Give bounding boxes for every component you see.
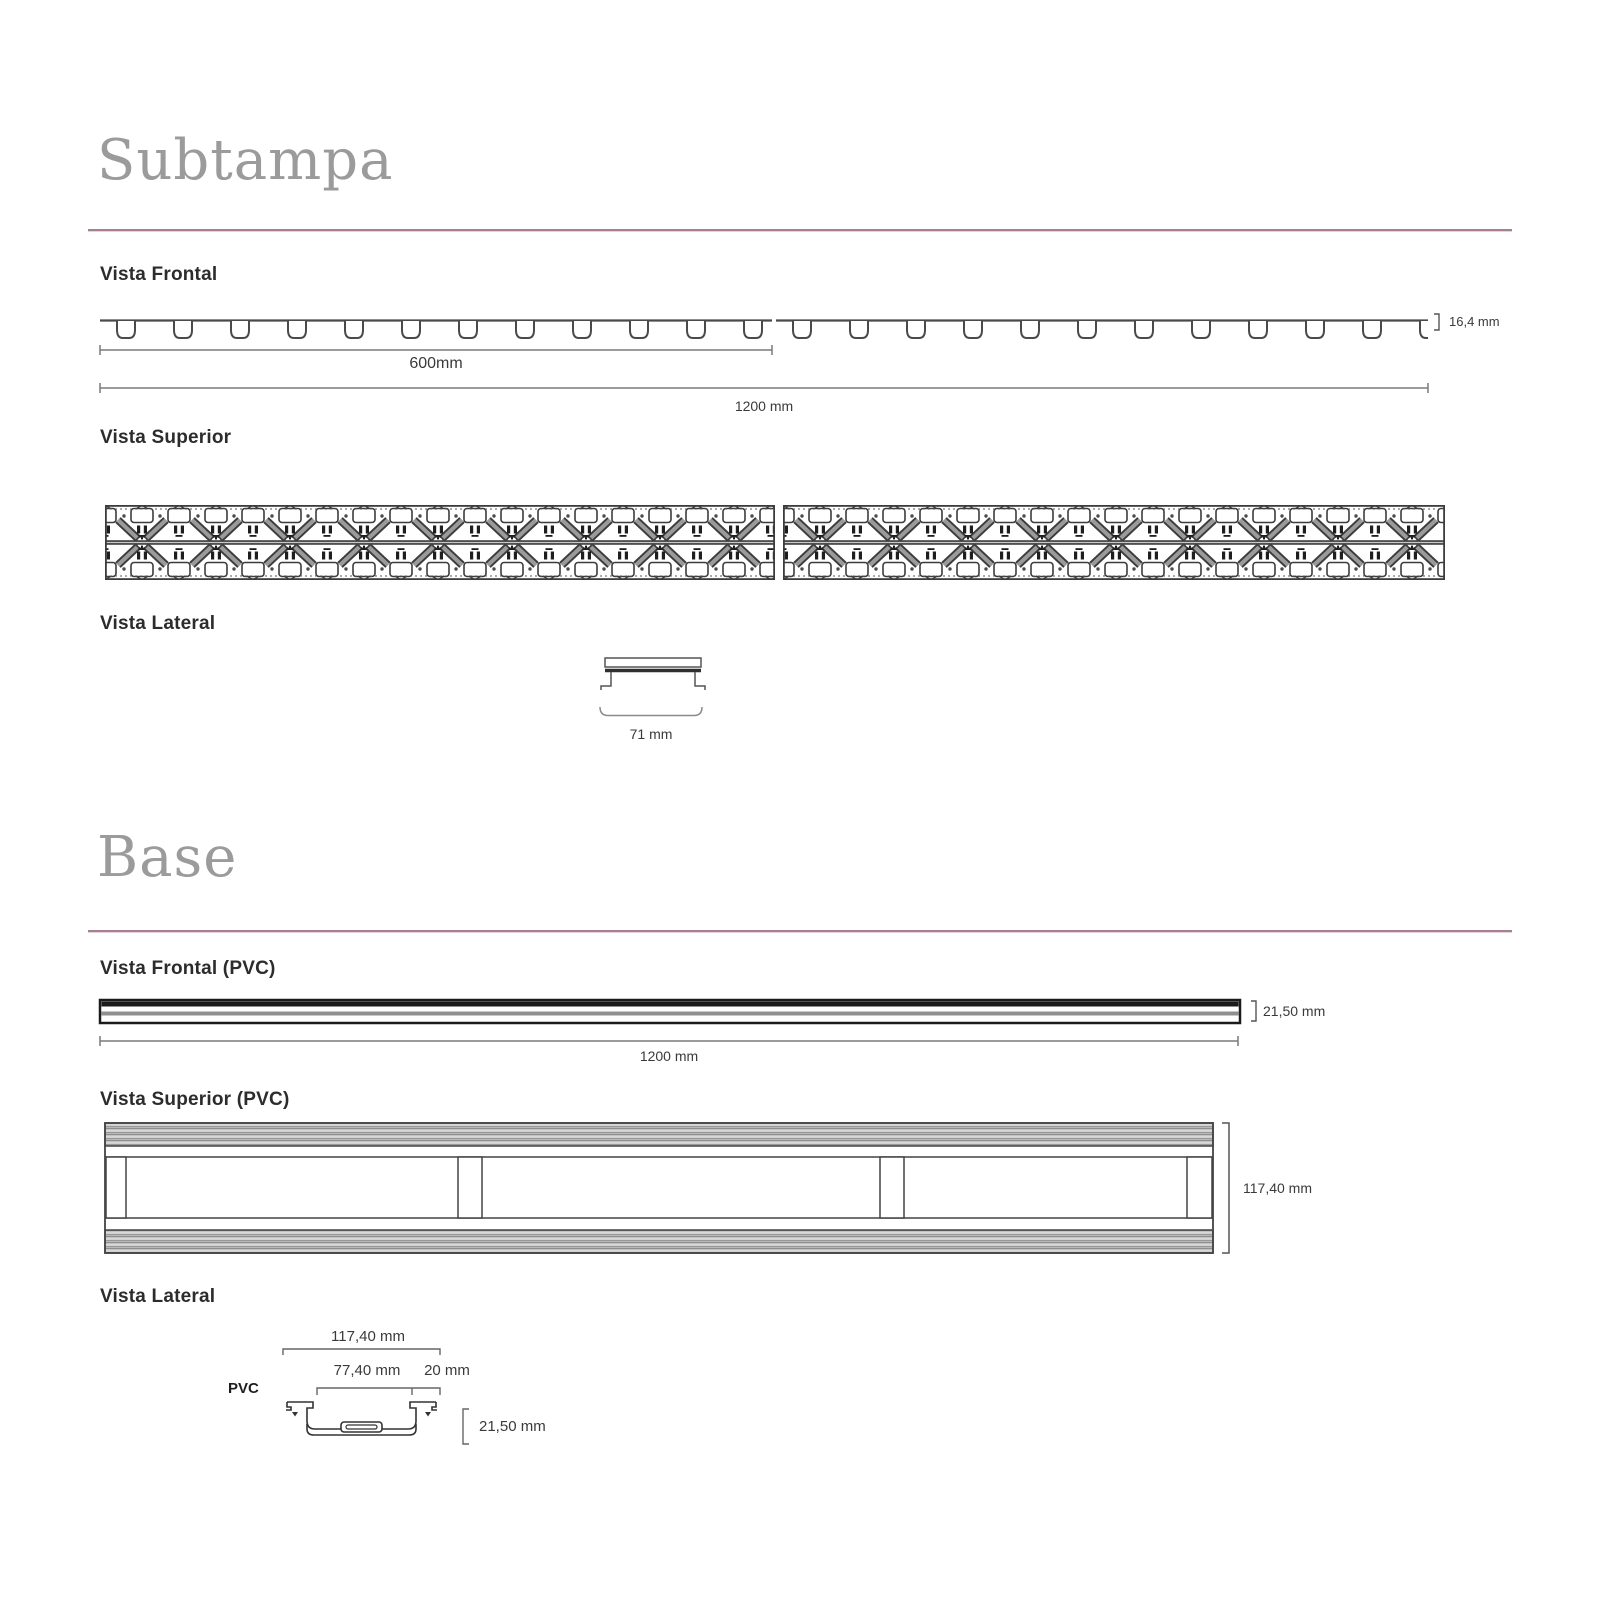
height-bracket-21-50-lateral — [463, 1409, 469, 1444]
dim-117-40-right: 117,40 mm — [1243, 1180, 1312, 1196]
base-superior-label: Vista Superior (PVC) — [100, 1089, 290, 1110]
subtampa-lateral-label: Vista Lateral — [100, 613, 216, 634]
height-bracket-117-40 — [1222, 1123, 1229, 1253]
dim-21-50-top: 21,50 mm — [1263, 1003, 1326, 1019]
subtampa-superior-drawing — [105, 505, 1445, 580]
dim-line-base-1200 — [100, 1036, 1238, 1046]
dim-20: 20 mm — [424, 1362, 470, 1379]
dim-bracket-71 — [600, 707, 702, 716]
dim-71: 71 mm — [629, 726, 673, 742]
subtampa-lateral-drawing — [600, 658, 705, 716]
subtampa-superior-label: Vista Superior — [100, 427, 232, 448]
dim-21-50-bottom: 21,50 mm — [479, 1418, 546, 1435]
section-divider — [88, 229, 1512, 231]
subtampa-title: Subtampa — [97, 128, 394, 193]
dim-bracket-117-40 — [283, 1349, 440, 1355]
dim-base-1200: 1200 mm — [639, 1048, 699, 1064]
dim-line-1200 — [100, 383, 1428, 393]
dim-16-4: 16,4 mm — [1449, 314, 1500, 329]
pvc-material-label: PVC — [228, 1380, 259, 1397]
dim-1200: 1200 mm — [734, 398, 794, 414]
dim-bracket-77-40-20 — [317, 1388, 440, 1395]
height-bracket-21-50 — [1251, 1001, 1256, 1021]
base-frontal-drawing — [100, 1000, 1256, 1046]
subtampa-frontal-drawing — [100, 314, 1439, 393]
dim-600: 600mm — [409, 355, 463, 372]
section-divider — [88, 930, 1512, 932]
base-lateral-label: Vista Lateral — [100, 1286, 216, 1307]
height-bracket-16-4 — [1434, 314, 1439, 330]
base-frontal-label: Vista Frontal (PVC) — [100, 958, 276, 979]
subtampa-frontal-label: Vista Frontal — [100, 264, 218, 285]
dim-line-600 — [100, 345, 772, 355]
base-superior-drawing — [105, 1123, 1229, 1253]
dim-117-40-outer: 117,40 mm — [331, 1328, 405, 1345]
dim-77-40: 77,40 mm — [333, 1362, 401, 1379]
base-title: Base — [97, 825, 238, 890]
